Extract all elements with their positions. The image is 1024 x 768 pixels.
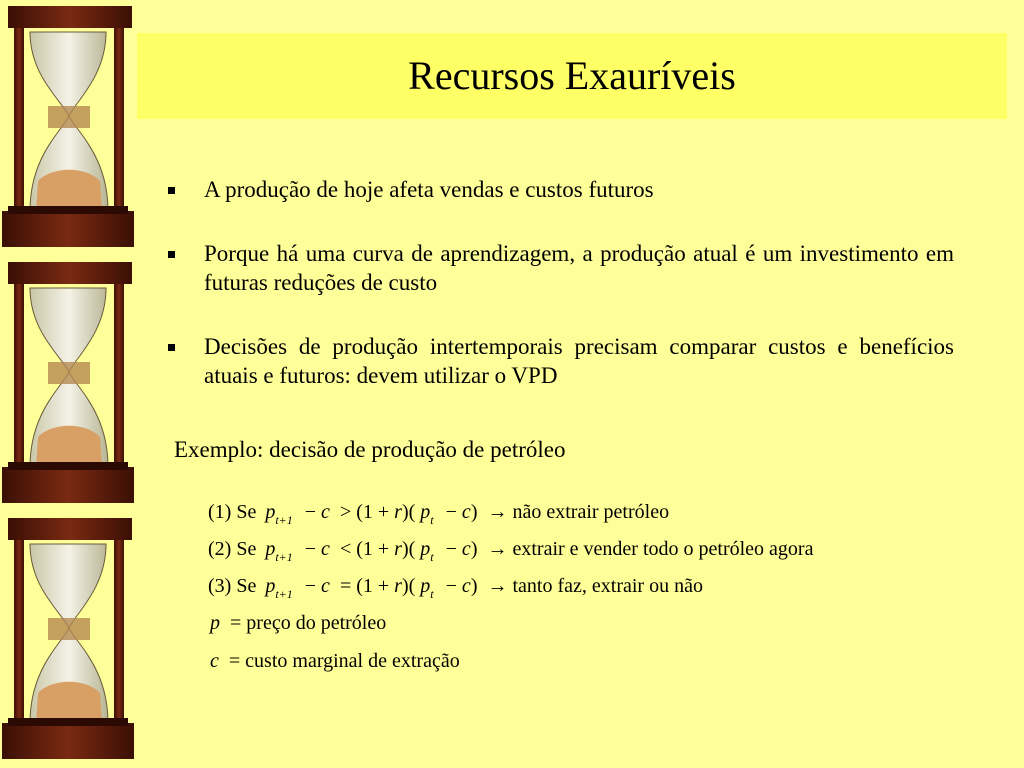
formula-number: (1) [208, 501, 232, 523]
minus-sign: − [304, 538, 317, 560]
var-r: r [394, 501, 402, 523]
subscript: t+1 [275, 513, 293, 527]
var-p: p [265, 538, 276, 560]
definition-text: custo marginal de extração [245, 650, 460, 672]
definition-text: preço do petróleo [246, 612, 387, 634]
var-c: c [321, 501, 330, 523]
var-p: p [420, 501, 431, 523]
minus-sign: − [445, 501, 457, 523]
definition-row [208, 609, 813, 647]
bullet-text: Porque há uma curva de aprendizagem, a produção atual é um investimento em futuras reduções de custo [204, 241, 954, 295]
hourglass-decoration [0, 0, 140, 768]
formula-se: Se [236, 501, 257, 523]
formula-se: Se [236, 538, 257, 560]
subscript: t [430, 513, 434, 527]
var-p: p [420, 575, 431, 597]
subscript: t [430, 587, 434, 601]
bullet-list [164, 175, 954, 425]
definition-var: c [210, 650, 219, 672]
formula-row [208, 498, 813, 535]
paren-end: ) [470, 501, 478, 523]
bullet-marker-icon [168, 344, 175, 351]
definition-var: p [210, 612, 220, 634]
formula-number: (2) [208, 538, 232, 560]
definition-row [208, 647, 813, 685]
var-r: r [394, 575, 402, 597]
bullet-marker-icon [168, 251, 175, 258]
minus-sign: − [445, 575, 457, 597]
var-c: c [461, 501, 471, 523]
bullet-text: A produção de hoje afeta vendas e custos futuros [204, 177, 654, 202]
equals-sign: = [228, 650, 241, 672]
bullet-marker-icon [168, 187, 175, 194]
formula-outcome: tanto faz, extrair ou não [512, 575, 703, 597]
equals-sign: = [230, 612, 242, 634]
formula-row [208, 572, 813, 609]
paren-open: (1 + [356, 575, 390, 597]
bullet-item [164, 332, 954, 390]
paren-close: )( [401, 501, 416, 523]
hourglass-icon [2, 6, 134, 247]
relation-sign: < [339, 538, 352, 560]
right-arrow-icon: → [487, 501, 508, 523]
hourglass-icon [2, 518, 134, 759]
slide-title: Recursos Exauríveis [408, 53, 736, 98]
var-c: c [321, 538, 330, 560]
example-heading: Exemplo: decisão de produção de petróleo [174, 437, 566, 462]
var-p: p [265, 575, 276, 597]
bullet-item [164, 175, 954, 204]
right-arrow-icon: → [487, 575, 508, 597]
formula-row [208, 535, 813, 572]
subscript: t+1 [275, 587, 293, 601]
formula-se: Se [236, 575, 257, 597]
minus-sign: − [445, 538, 457, 560]
paren-open: (1 + [356, 501, 390, 523]
var-p: p [265, 501, 276, 523]
paren-close: )( [401, 575, 416, 597]
subscript: t [430, 550, 434, 564]
bullet-text: Decisões de produção intertemporais precisam comparar custos e benefícios atuais e futuros: devem utilizar o VPD [204, 334, 954, 388]
paren-end: ) [470, 575, 478, 597]
bullet-item [164, 239, 954, 297]
right-arrow-icon: → [487, 538, 508, 560]
var-c: c [461, 538, 471, 560]
relation-sign: > [339, 501, 352, 523]
paren-open: (1 + [356, 538, 390, 560]
paren-close: )( [401, 538, 416, 560]
formula-number: (3) [208, 575, 232, 597]
var-c: c [461, 575, 471, 597]
subscript: t+1 [275, 550, 293, 564]
hourglass-icon [2, 262, 134, 503]
formula-block [208, 498, 813, 685]
paren-end: ) [470, 538, 478, 560]
var-p: p [420, 538, 431, 560]
minus-sign: − [304, 575, 317, 597]
var-c: c [321, 575, 330, 597]
formula-outcome: extrair e vender todo o petróleo agora [512, 538, 814, 560]
var-r: r [394, 538, 402, 560]
formula-outcome: não extrair petróleo [512, 501, 670, 523]
minus-sign: − [304, 501, 317, 523]
title-bar [137, 33, 1007, 119]
relation-sign: = [339, 575, 352, 597]
